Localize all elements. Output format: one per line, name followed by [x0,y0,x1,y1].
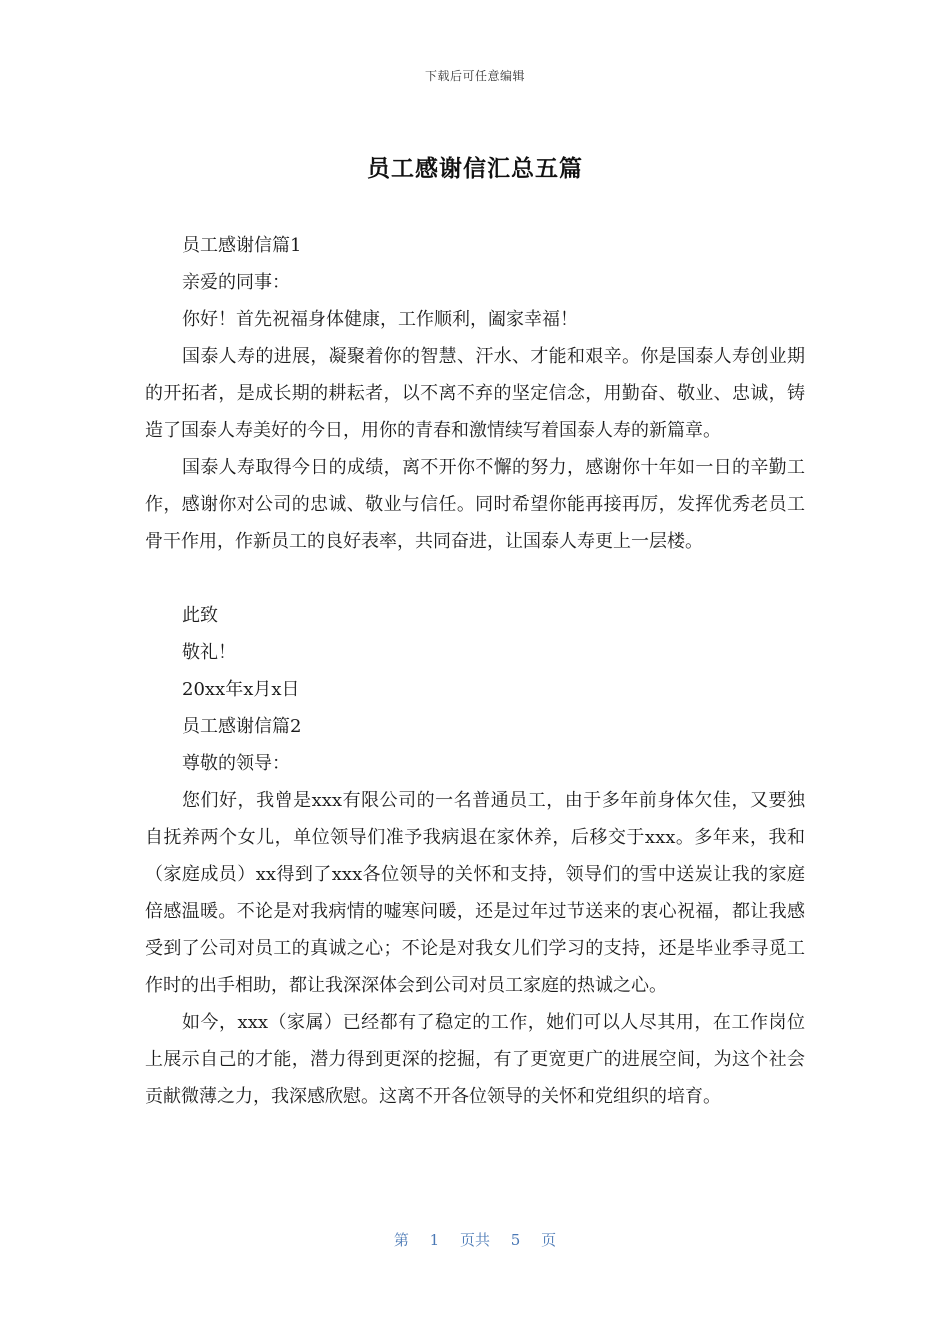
header-note: 下载后可任意编辑 [424,69,525,83]
footer-total-label: 页共 [459,1231,490,1249]
closing-phrase: 此致 [182,605,218,626]
closing-salute: 敬礼！ [182,642,236,663]
page-footer [0,1229,950,1250]
footer-page-label: 第 [393,1231,409,1249]
footer-total-pages: 5 [510,1231,521,1249]
letter-date: 20xx年x月x日 [182,679,300,700]
letter-heading: 员工感谢信篇2 [182,716,302,737]
salutation: 亲爱的同事： [182,272,290,293]
letter-heading: 员工感谢信篇1 [182,235,302,256]
body-paragraph: 如今，xxx（家属）已经都有了稳定的工作，她们可以人尽其用，在工作岗位上展示自己的才能，潜力得到更深的挖掘，有了更宽更广的进展空间，为这个社会贡献微薄之力，我深感欣慰。这离不开各位领导的关怀和党组织的培育。 [145,1012,805,1107]
salutation: 尊敬的领导： [182,753,290,774]
greeting: 你好！首先祝福身体健康，工作顺利，阖家幸福！ [182,309,578,330]
body-paragraph: 您们好，我曾是xxx有限公司的一名普通员工，由于多年前身体欠佳，又要独自抚养两个女儿，单位领导们准予我病退在家休养，后移交于xxx。多年来，我和（家庭成员）xx得到了xxx各位领导的关怀和支持，领导们的雪中送炭让我的家庭倍感温暖。不论是对我病情的嘘寒问暖，还是过年过节送来的衷心祝福，都让我感受到了公司对员工的真诚之心；不论是对我女儿们学习的支持，还是毕业季寻觅工作时的出手相助，都让我深深体会到公司对员工家庭的热诚之心。 [145,790,805,996]
footer-end-label: 页 [541,1231,557,1249]
document-title: 员工感谢信汇总五篇 [367,156,583,182]
body-paragraph: 国泰人寿取得今日的成绩，离不开你不懈的努力，感谢你十年如一日的辛勤工作，感谢你对公司的忠诚、敬业与信任。同时希望你能再接再厉，发挥优秀老员工骨干作用，作新员工的良好表率，共同奋进，让国泰人寿更上一层楼。 [145,457,805,552]
body-paragraph: 国泰人寿的进展，凝聚着你的智慧、汗水、才能和艰辛。你是国泰人寿创业期的开拓者，是成长期的耕耘者，以不离不弃的坚定信念，用勤奋、敬业、忠诚，铸造了国泰人寿美好的今日，用你的青春和激情续写着国泰人寿的新篇章。 [145,346,805,441]
paragraph-spacer [145,560,805,597]
document-body [145,227,805,1115]
footer-current-page: 1 [429,1231,440,1249]
